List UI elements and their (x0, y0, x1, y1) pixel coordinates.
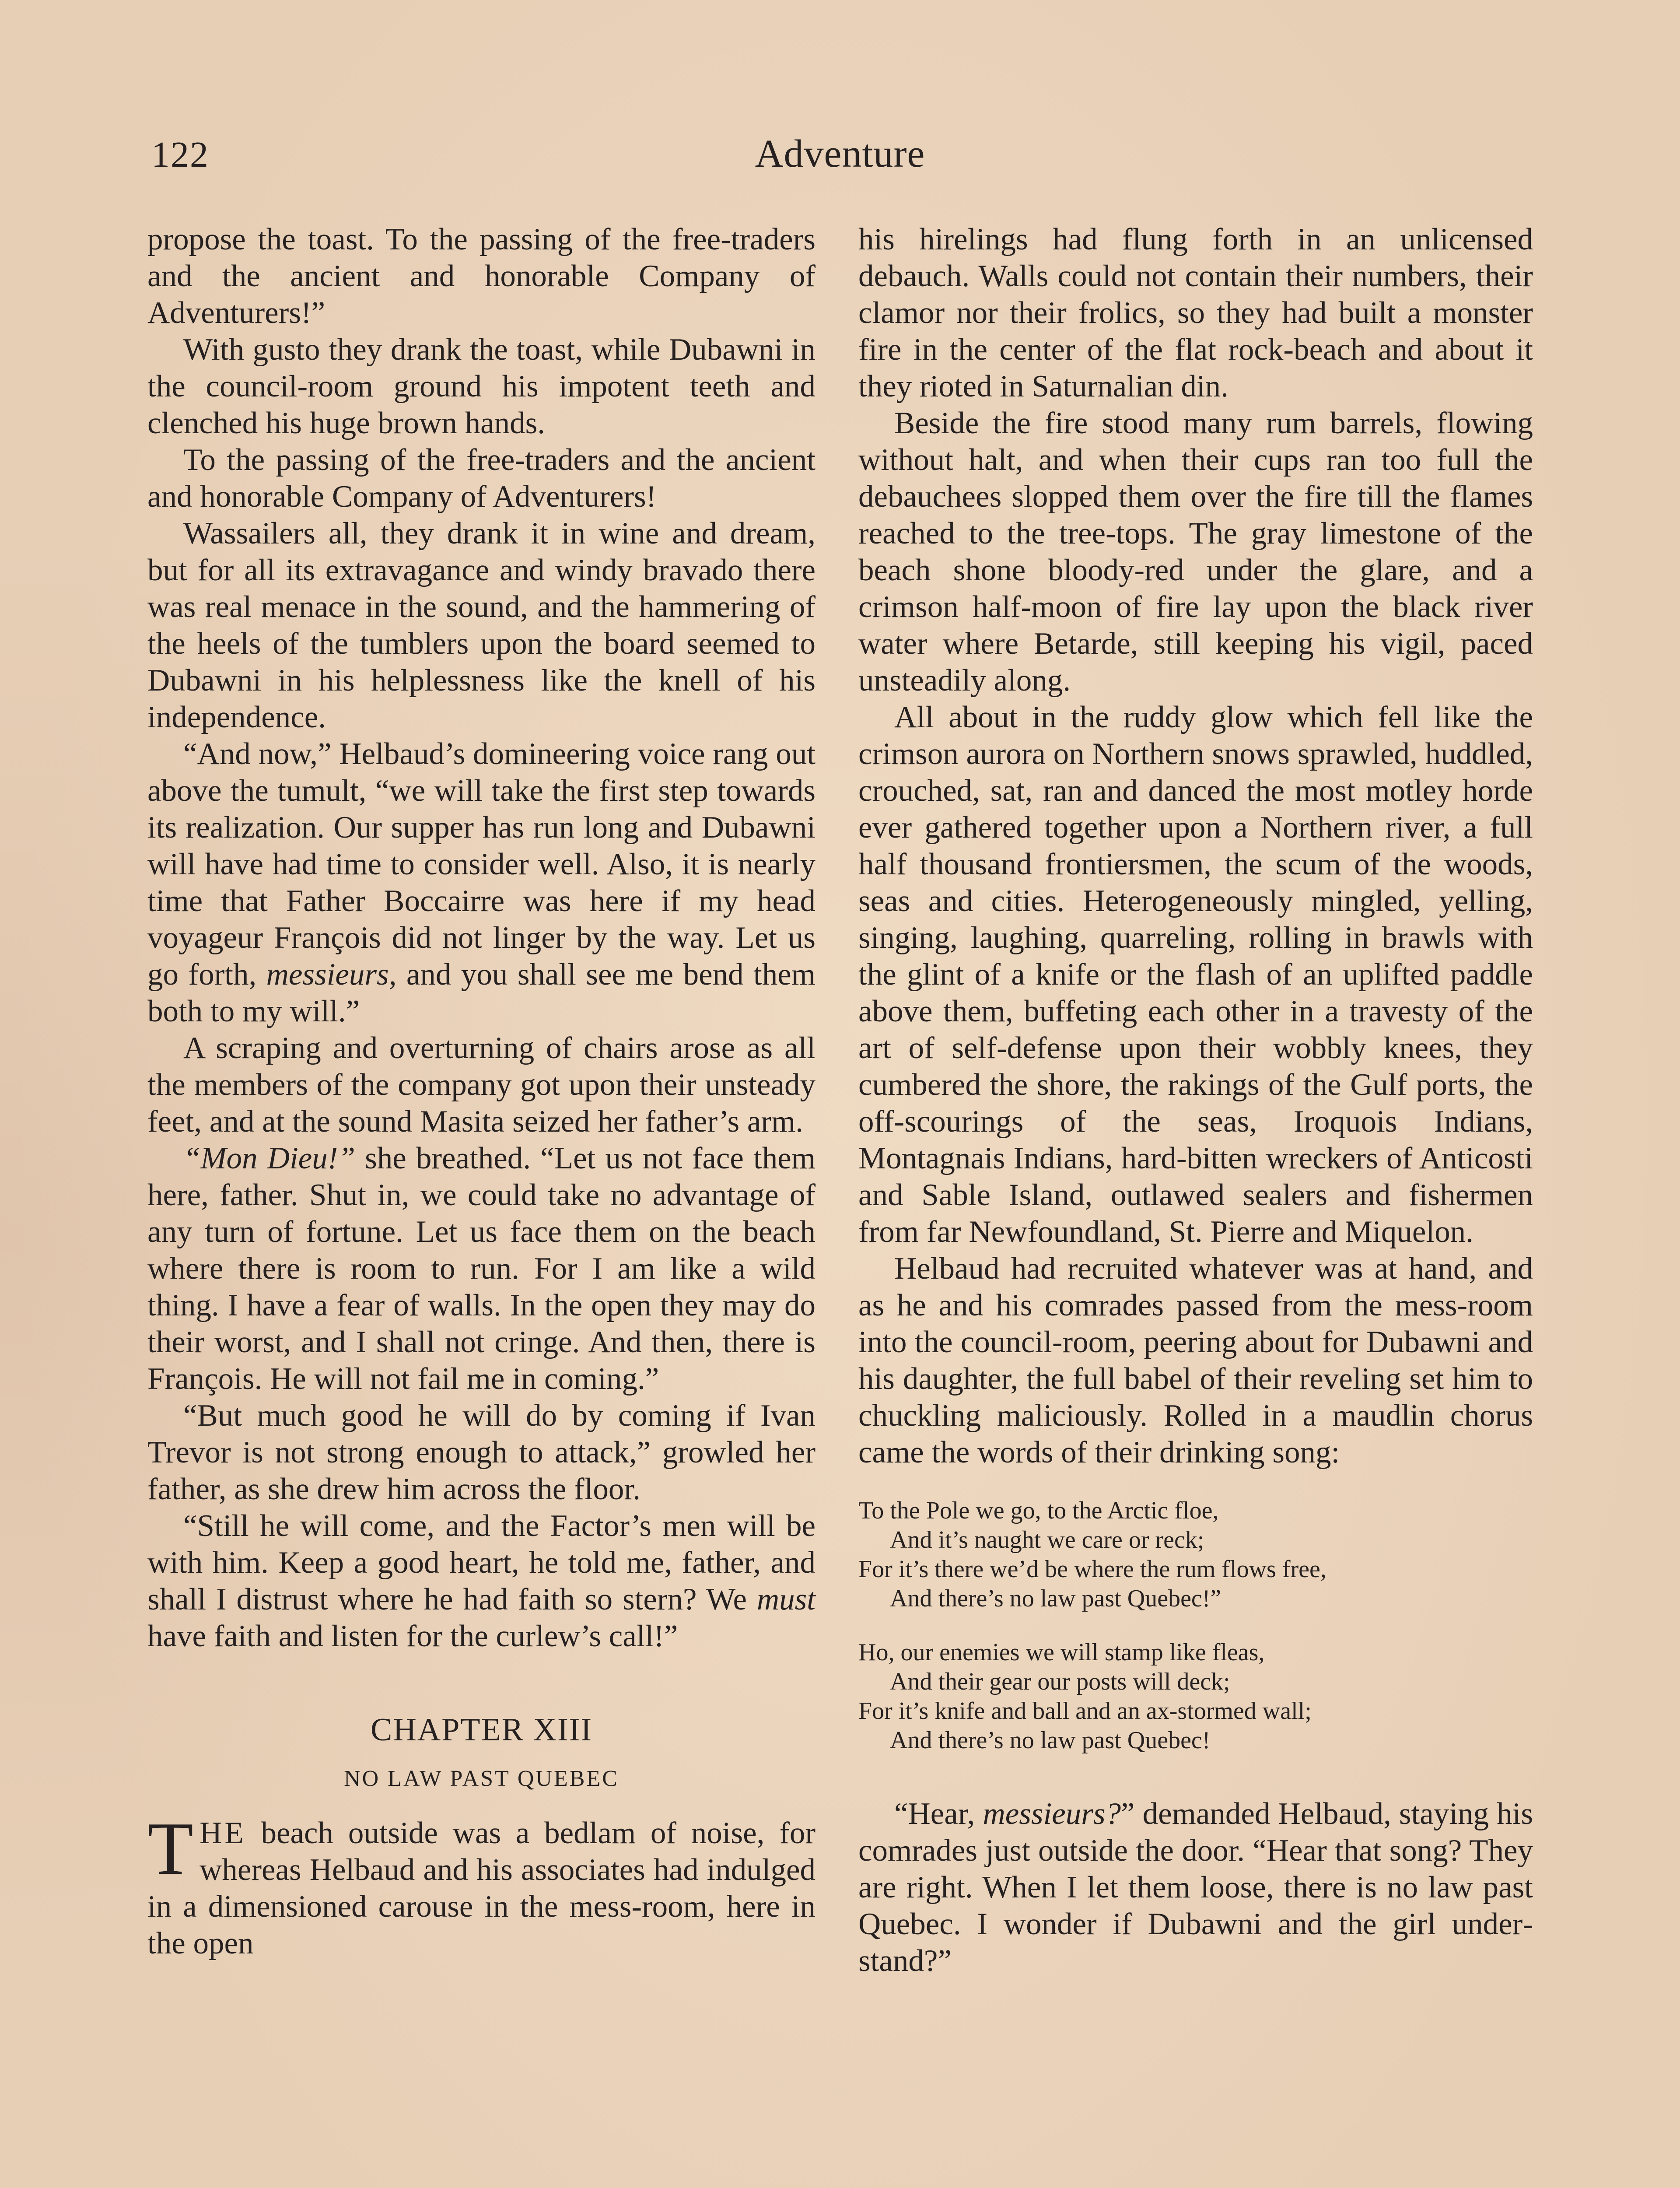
paragraph: Wassailers all, they drank it in wine and dream, but for all its extravagance and windy bravado there was real menace in the sound, and the hammering of the heels of the tumblers upon the board seemed to Dubawni in his helplessness like the knell of his independence. (147, 516, 816, 734)
paragraph: Helbaud had recruited whatever was at hand, and as he and his comrades passed from the mess-room into the council-room, peering about for Dubawni and his daughter, the full babel of their reveling set him to chuckling maliciously. Rolled in a maudlin chorus came the words of their drinking song: (858, 1252, 1533, 1469)
left-column (147, 221, 816, 1962)
song-line: And it’s naught we care or reck; (890, 1526, 1204, 1553)
magazine-title: Adventure (755, 132, 925, 175)
paragraph-text: , and you shall see me bend them both to my will.” (147, 957, 816, 1028)
paragraph: Beside the fire stood many rum barrels, flowing without halt, and when their cups ran too full the debauchees slopped them over the fire till the flames reached to the tree-tops. The gray limestone of the beach shone bloody-red under the glare, and a crimson half-moon of fire lay upon the black river water where Betarde, still keeping his vigil, paced unsteadily along. (858, 406, 1533, 698)
italic-word: messieurs? (983, 1797, 1121, 1831)
paragraph: “But much good he will do by coming if Ivan Trevor is not strong enough to attack,” growled her father, as she drew him across the floor. (147, 1399, 816, 1506)
right-column (858, 221, 1533, 1979)
paragraph (147, 1508, 816, 1655)
paragraph-text: “Hear, (894, 1797, 983, 1831)
paragraph-text: have faith and listen for the curlew’s call!” (147, 1619, 678, 1653)
song-line: Ho, our enemies we will stamp like fleas, (858, 1639, 1265, 1666)
paragraph-text: “Still he will come, and the Factor’s men will be with him. Keep a good heart, he told me, father, and shall I distrust where he had faith so stern? We (147, 1509, 816, 1616)
paragraph: A scraping and overturning of chairs arose as all the members of the company got upon their unsteady feet, and at the sound Masita seized her father’s arm. (147, 1031, 816, 1139)
song-line: To the Pole we go, to the Arctic floe, (858, 1497, 1219, 1524)
paragraph (858, 1795, 1533, 1979)
paragraph-text: she breathed. “Let us not face them here, father. Shut in, we could take no advantage of any turn of fortune. Let us face them on the beach where there is room to run. For I am like a wild thing. I have a fear of walls. In the open they may do their worst, and I shall not cringe. And then, there is François. He will not fail me in coming.” (147, 1141, 816, 1396)
paragraph (147, 1140, 816, 1397)
italic-phrase: “Mon Dieu!” (183, 1141, 355, 1175)
paragraph (147, 736, 816, 1030)
drinking-song (858, 1496, 1533, 1755)
chapter-opening-paragraph (147, 1807, 816, 1962)
drop-cap-rest: HE (200, 1816, 246, 1850)
stanza-gap (858, 1613, 1533, 1638)
drop-cap: T (147, 1807, 194, 1890)
paragraph-text: beach outside was a bedlam of noise, for whereas Helbaud and his associates had indulged in a dimensioned carouse in the mess-room, here in the open (147, 1816, 816, 1960)
paragraph-text: “And now,” Helbaud’s domineering voice rang out above the tumult, “we will take the first step towards its realization. Our supper has run long and Dubawni will have had time to consider well. Also, it is nearly time that Father Boccairre was here if my head voyageur François did not linger by the way. Let us go forth, (147, 737, 816, 992)
paragraph: All about in the ruddy glow which fell like the crimson aurora on Northern snows sprawled, huddled, crouched, sat, ran and danced the most motley horde ever gathered together upon a Northern river, a full half thousand frontiersmen, the scum of the woods, seas and cities. Heterogeneously mingled, yelling, singing, laughing, quarreling, rolling in brawls with the glint of a knife or the flash of an uplifted paddle above them, buffeting each other in a travesty of the art of self-defense upon their wobbly knees, they cumbered the shore, the rakings of the Gulf ports, the off-scourings of the seas, Iroquois Indians, Montagnais Indians, hard-bitten wreckers of Anticosti and Sable Island, outlawed sealers and fishermen from far Newfoundland, St. Pierre and Miquelon. (858, 700, 1533, 1249)
song-line: For it’s knife and ball and an ax-stormed wall; (858, 1697, 1312, 1725)
italic-word: must (756, 1582, 816, 1616)
song-line: And their gear our posts will deck; (890, 1668, 1230, 1695)
chapter-heading: CHAPTER XIII (370, 1712, 593, 1748)
italic-word: messieurs (266, 957, 389, 992)
chapter-subtitle: NO LAW PAST QUEBEC (344, 1766, 619, 1791)
paragraph: To the passing of the free-traders and the ancient and honorable Company of Adventurers! (147, 443, 816, 514)
paragraph-text: ” demanded Helbaud, staying his comrades just outside the door. “Hear that song? They are right. When I let them loose, there is no law past Quebec. I wonder if Dubawni and the girl understand?” (858, 1797, 1533, 1978)
paragraph: With gusto they drank the toast, while Dubawni in the council-room ground his impotent teeth and clenched his huge brown hands. (147, 333, 816, 440)
page-number: 122 (151, 134, 209, 175)
song-line: For it’s there we’d be where the rum flows free, (858, 1556, 1326, 1583)
song-line: And there’s no law past Quebec! (890, 1727, 1211, 1754)
paragraph: propose the toast. To the passing of the free-traders and the ancient and honorable Company of Adventurers!” (147, 222, 816, 330)
paragraph: his hirelings had flung forth in an unlicensed debauch. Walls could not contain their numbers, their clamor nor their frolics, so they had built a monster fire in the center of the flat rock-beach and about it they rioted in Saturnalian din. (858, 222, 1533, 403)
song-line: And there’s no law past Quebec!” (890, 1585, 1222, 1612)
